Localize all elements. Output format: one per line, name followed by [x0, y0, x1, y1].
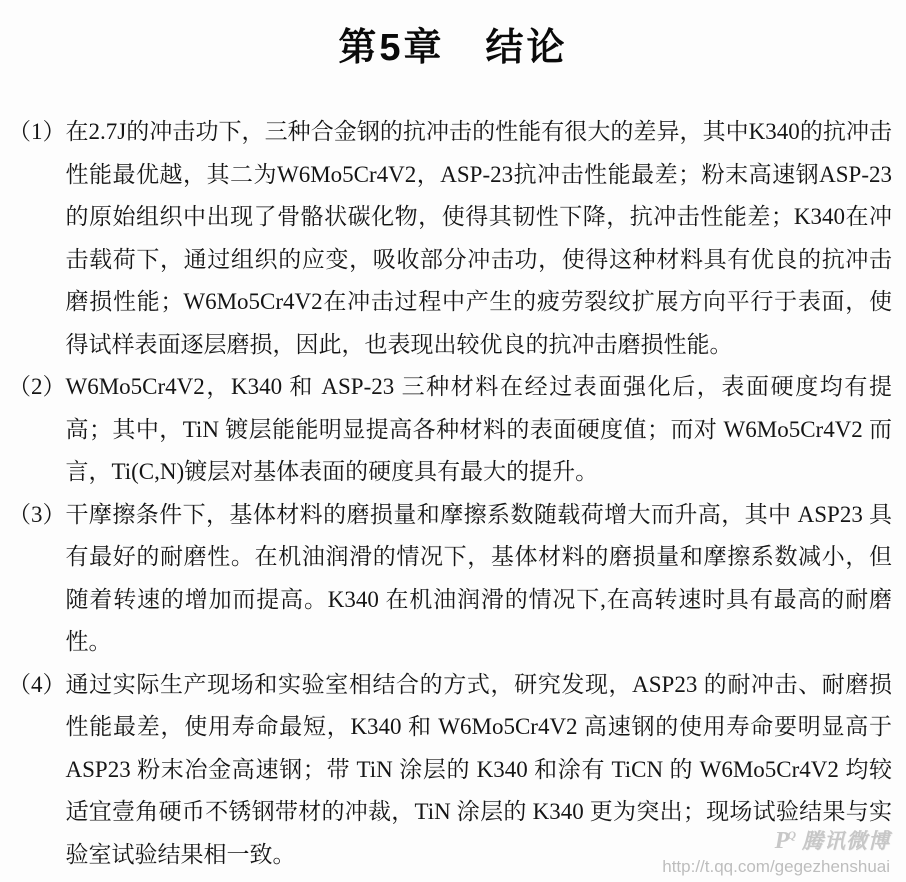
conclusion-item-3	[8, 494, 892, 664]
item-text: 在2.7J的冲击功下，三种合金钢的抗冲击的性能有很大的差异，其中K340的抗冲击性能最优越，其二为W6Mo5Cr4V2，ASP-23抗冲击性能最差；粉末高速钢ASP-23的原始组织中出现了骨骼状碳化物，使得其韧性下降，抗冲击性能差；K340在冲击载荷下，通过组织的应变，吸收部分冲击功，使得这种材料具有优良的抗冲击磨损性能；W6Mo5Cr4V2在冲击过程中产生的疲劳裂纹扩展方向平行于表面，使得试样表面逐层磨损，因此，也表现出较优良的抗冲击磨损性能。	[65, 119, 892, 357]
conclusion-list	[0, 111, 906, 876]
item-text: 通过实际生产现场和实验室相结合的方式，研究发现，ASP23 的耐冲击、耐磨损性能最差，使用寿命最短，K340 和 W6Mo5Cr4V2 高速钢的使用寿命要明显高于 ASP23 粉末冶金高速钢；带 TiN 涂层的 K340 和涂有 TiCN 的 W6Mo5Cr4V2 均较适宜壹角硬币不锈钢带材的冲裁，TiN 涂层的 K340 更为突出；现场试验结果与实验室试验结果相一致。	[65, 671, 892, 867]
conclusion-item-2	[8, 366, 892, 494]
item-number: （2）	[8, 374, 66, 399]
watermark-url: http://t.qq.com/gegezhenshuai	[662, 857, 890, 876]
watermark-brand-row	[662, 823, 890, 856]
logo-superscript: Q	[787, 828, 796, 842]
item-text: 干摩擦条件下，基体材料的磨损量和摩擦系数随载荷增大而升高，其中 ASP23 具有最好的耐磨性。在机油润滑的情况下，基体材料的磨损量和摩擦系数减小，但随着转速的增加而提高。K340 在机油润滑的情况下,在高转速时具有最高的耐磨性。	[65, 501, 892, 654]
watermark-brand-text: 腾讯微博	[802, 830, 890, 853]
watermark	[662, 823, 890, 878]
conclusion-item-1	[8, 111, 892, 366]
tencent-weibo-logo-icon	[775, 828, 796, 854]
item-number: （3）	[8, 501, 66, 527]
item-text: W6Mo5Cr4V2，K340 和 ASP-23 三种材料在经过表面强化后，表面硬度均有提高；其中，TiN 镀层能能明显提高各种材料的表面硬度值；而对 W6Mo5Cr4V2 而言，Ti(C,N)镀层对基体表面的硬度具有最大的提升。	[65, 374, 892, 484]
chapter-title: 第5章 结论	[338, 27, 568, 69]
item-number: （4）	[8, 671, 66, 697]
logo-letter: P	[774, 828, 790, 854]
item-number: （1）	[8, 119, 66, 144]
